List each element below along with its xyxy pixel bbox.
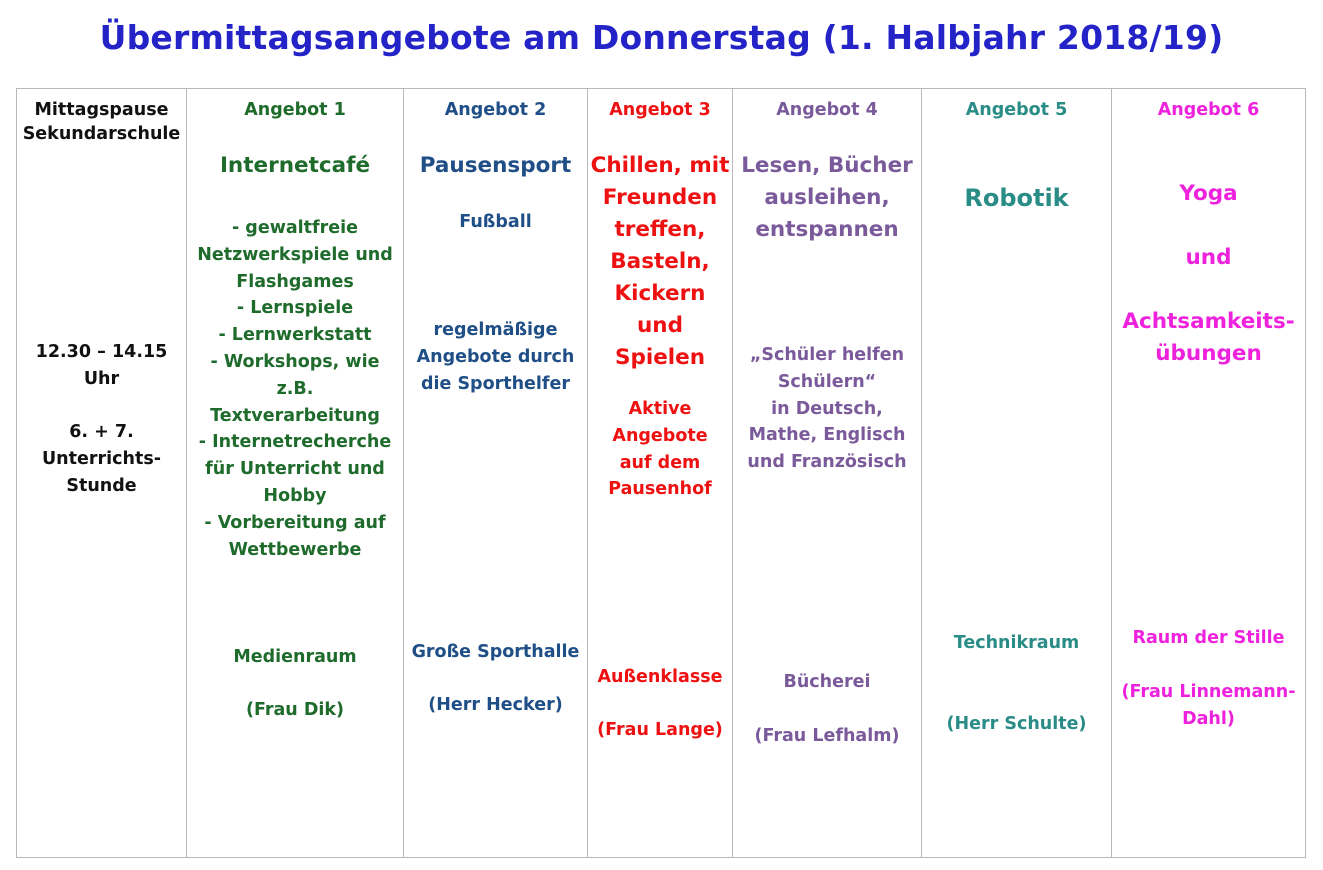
offer-3-details: Aktive Angebote auf dem Pausenhof [608, 399, 712, 500]
offer-2-sub: Fußball [459, 212, 532, 232]
column-offer-2 [403, 89, 587, 857]
column-header-offer-2: Angebot 2 [444, 100, 547, 120]
offer-1-room: Medienraum [233, 647, 357, 667]
offer-2-name: Pausensport [419, 153, 572, 178]
offer-5-teacher: (Herr Schulte) [946, 714, 1087, 734]
offer-3-name: Chillen, mit Freunden treffen, Basteln, Kickern und Spielen [590, 153, 730, 370]
offer-3-teacher: (Frau Lange) [597, 720, 723, 740]
offer-2-room: Große Sporthalle [411, 642, 580, 662]
offer-3-room: Außenklasse [597, 667, 723, 687]
offer-1-teacher: (Frau Dik) [246, 700, 344, 720]
offer-6-teacher: (Frau Linnemann- Dahl) [1121, 682, 1296, 729]
offer-6-name-mindfulness: Achtsamkeits- übungen [1122, 309, 1295, 366]
offer-5-name: Robotik [964, 184, 1069, 212]
page-title: Übermittagsangebote am Donnerstag (1. Halbjahr 2018/19) [99, 18, 1224, 57]
column-offer-6 [1111, 89, 1306, 857]
time-range: 12.30 – 14.15 Uhr [35, 342, 168, 389]
offer-2-details: regelmäßige Angebote durch die Sporthelfer [416, 320, 575, 394]
column-offer-4 [732, 89, 921, 857]
offer-4-details: „Schüler helfen Schülern“ in Deutsch, Mathe, Englisch und Französisch [747, 345, 907, 473]
schedule-table [16, 88, 1306, 858]
column-offer-3 [587, 89, 732, 857]
column-offer-5 [921, 89, 1111, 857]
offer-4-name: Lesen, Bücher ausleihen, entspannen [741, 153, 913, 242]
offer-4-room: Bücherei [783, 672, 871, 692]
offer-2-teacher: (Herr Hecker) [428, 695, 563, 715]
offer-6-room: Raum der Stille [1132, 628, 1285, 648]
offer-6-name-and: und [1185, 245, 1232, 270]
column-lunch-break [16, 89, 186, 857]
column-header-lunch-break: Mittagspause Sekundarschule [22, 100, 181, 144]
column-header-offer-1: Angebot 1 [244, 100, 346, 120]
lesson-hours: 6. + 7. Unterrichts- Stunde [41, 422, 162, 496]
offer-6-name-yoga: Yoga [1179, 181, 1238, 206]
column-header-offer-3: Angebot 3 [609, 100, 711, 120]
column-offer-1 [186, 89, 403, 857]
offer-1-name: Internetcafé [219, 153, 371, 178]
offer-5-room: Technikraum [953, 633, 1080, 653]
offer-4-teacher: (Frau Lefhalm) [754, 726, 900, 746]
offer-1-details: - gewaltfreie Netzwerkspiele und Flashgames - Lernspiele - Lernwerkstatt - Workshops, wie z.B. Textverarbeitung - Internetrecherche für Unterricht und Hobby - Vorbereitung auf Wettbewerbe [197, 218, 393, 560]
column-header-offer-4: Angebot 4 [776, 100, 878, 120]
column-header-offer-6: Angebot 6 [1157, 100, 1260, 120]
column-header-offer-5: Angebot 5 [965, 100, 1068, 120]
